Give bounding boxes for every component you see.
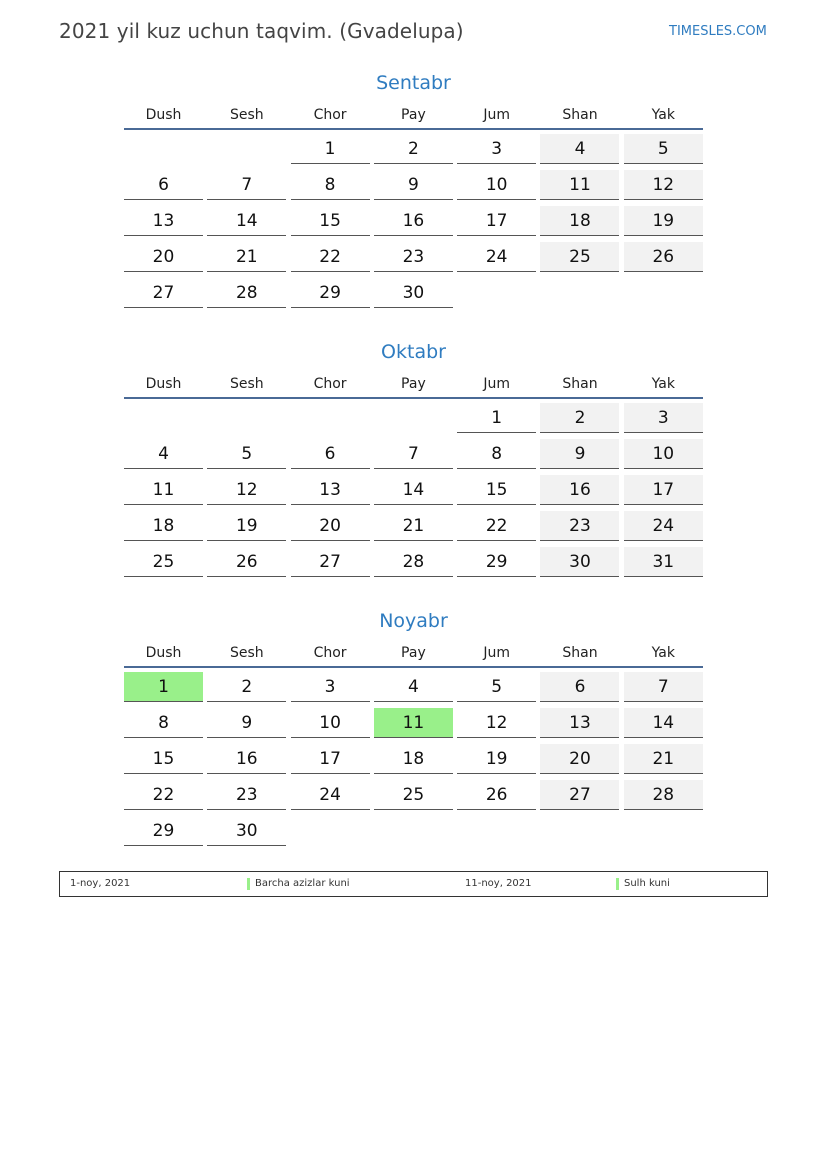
day-cell: 3 xyxy=(624,403,703,433)
weekday-label: Dush xyxy=(145,645,182,661)
empty-cell xyxy=(207,403,286,433)
day-cell: 26 xyxy=(207,547,286,577)
day-cell: 24 xyxy=(457,242,536,272)
weekday-label: Yak xyxy=(651,645,675,661)
month-october xyxy=(124,340,703,583)
day-cell: 20 xyxy=(540,744,619,774)
weekday-header xyxy=(124,375,703,399)
day-cell: 29 xyxy=(457,547,536,577)
day-cell: 2 xyxy=(207,672,286,702)
day-cell: 16 xyxy=(540,475,619,505)
day-cell: 10 xyxy=(624,439,703,469)
day-cell: 4 xyxy=(540,134,619,164)
weekday-label: Sesh xyxy=(229,645,264,661)
day-cell: 28 xyxy=(374,547,453,577)
day-cell: 20 xyxy=(291,511,370,541)
weekday-label: Shan xyxy=(562,376,598,392)
legend-date: 1-noy, 2021 xyxy=(70,878,131,889)
weekday-label: Jum xyxy=(483,107,510,123)
day-cell: 6 xyxy=(540,672,619,702)
holiday-day-cell: 1 xyxy=(124,672,203,702)
day-cell: 15 xyxy=(124,744,203,774)
holiday-color-swatch xyxy=(616,878,619,890)
empty-cell xyxy=(540,816,619,846)
day-cell: 14 xyxy=(207,206,286,236)
weekday-label: Dush xyxy=(145,107,182,123)
day-cell: 3 xyxy=(291,672,370,702)
day-cell: 4 xyxy=(374,672,453,702)
day-cell: 18 xyxy=(124,511,203,541)
day-cell: 23 xyxy=(374,242,453,272)
day-cell: 22 xyxy=(124,780,203,810)
legend-holiday-name: Barcha azizlar kuni xyxy=(255,878,350,889)
weekday-label: Pay xyxy=(401,645,426,661)
holiday-color-swatch xyxy=(247,878,250,890)
day-cell: 7 xyxy=(374,439,453,469)
empty-cell xyxy=(374,403,453,433)
month-september xyxy=(124,71,703,314)
day-cell: 16 xyxy=(207,744,286,774)
weekday-label: Jum xyxy=(483,376,510,392)
empty-cell xyxy=(624,278,703,308)
day-cell: 13 xyxy=(291,475,370,505)
day-cell: 3 xyxy=(457,134,536,164)
empty-cell xyxy=(207,134,286,164)
weekday-label: Chor xyxy=(313,107,347,123)
day-cell: 20 xyxy=(124,242,203,272)
weekday-label: Jum xyxy=(483,645,510,661)
day-cell: 9 xyxy=(374,170,453,200)
weekday-label: Chor xyxy=(313,376,347,392)
empty-cell xyxy=(291,403,370,433)
weekday-label: Dush xyxy=(145,376,182,392)
day-cell: 23 xyxy=(207,780,286,810)
day-cell: 9 xyxy=(540,439,619,469)
day-cell: 25 xyxy=(540,242,619,272)
empty-cell xyxy=(457,816,536,846)
day-cell: 27 xyxy=(291,547,370,577)
day-cell: 17 xyxy=(457,206,536,236)
day-cell: 8 xyxy=(457,439,536,469)
day-cell: 10 xyxy=(291,708,370,738)
day-cell: 19 xyxy=(457,744,536,774)
day-cell: 18 xyxy=(540,206,619,236)
day-cell: 6 xyxy=(124,170,203,200)
day-cell: 16 xyxy=(374,206,453,236)
day-cell: 5 xyxy=(624,134,703,164)
day-cell: 15 xyxy=(457,475,536,505)
month-november xyxy=(124,609,703,852)
day-cell: 21 xyxy=(207,242,286,272)
day-cell: 8 xyxy=(124,708,203,738)
day-cell: 22 xyxy=(457,511,536,541)
empty-cell xyxy=(457,278,536,308)
day-cell: 24 xyxy=(624,511,703,541)
day-cell: 24 xyxy=(291,780,370,810)
weekday-label: Chor xyxy=(313,645,347,661)
day-cell: 17 xyxy=(291,744,370,774)
day-cell: 21 xyxy=(374,511,453,541)
weekday-label: Sesh xyxy=(229,107,264,123)
month-title: Oktabr xyxy=(381,341,446,363)
day-cell: 23 xyxy=(540,511,619,541)
empty-cell xyxy=(624,816,703,846)
weekday-label: Yak xyxy=(651,376,675,392)
weekday-label: Shan xyxy=(562,107,598,123)
day-cell: 14 xyxy=(374,475,453,505)
weekday-label: Yak xyxy=(651,107,675,123)
empty-cell xyxy=(124,134,203,164)
day-cell: 12 xyxy=(457,708,536,738)
day-cell: 7 xyxy=(624,672,703,702)
day-cell: 12 xyxy=(624,170,703,200)
weekday-label: Pay xyxy=(401,107,426,123)
day-cell: 25 xyxy=(124,547,203,577)
day-cell: 28 xyxy=(207,278,286,308)
day-cell: 5 xyxy=(457,672,536,702)
empty-cell xyxy=(540,278,619,308)
day-cell: 8 xyxy=(291,170,370,200)
day-cell: 19 xyxy=(624,206,703,236)
day-grid xyxy=(124,134,703,314)
day-cell: 12 xyxy=(207,475,286,505)
weekday-label: Pay xyxy=(401,376,426,392)
weekday-header xyxy=(124,644,703,668)
day-cell: 11 xyxy=(540,170,619,200)
day-cell: 2 xyxy=(540,403,619,433)
empty-cell xyxy=(124,403,203,433)
day-cell: 4 xyxy=(124,439,203,469)
day-cell: 5 xyxy=(207,439,286,469)
legend-date: 11-noy, 2021 xyxy=(465,878,532,889)
day-cell: 9 xyxy=(207,708,286,738)
month-title: Noyabr xyxy=(379,610,448,632)
day-cell: 22 xyxy=(291,242,370,272)
day-cell: 29 xyxy=(124,816,203,846)
day-cell: 11 xyxy=(124,475,203,505)
day-cell: 6 xyxy=(291,439,370,469)
empty-cell xyxy=(374,816,453,846)
day-cell: 27 xyxy=(124,278,203,308)
day-cell: 26 xyxy=(457,780,536,810)
day-cell: 13 xyxy=(124,206,203,236)
day-cell: 27 xyxy=(540,780,619,810)
day-cell: 31 xyxy=(624,547,703,577)
site-link[interactable]: TIMESLES.COM xyxy=(669,24,767,39)
day-grid xyxy=(124,403,703,583)
day-cell: 15 xyxy=(291,206,370,236)
page-title: 2021 yil kuz uchun taqvim. (Gvadelupa) xyxy=(59,19,464,43)
day-cell: 25 xyxy=(374,780,453,810)
day-cell: 1 xyxy=(291,134,370,164)
empty-cell xyxy=(291,816,370,846)
day-cell: 13 xyxy=(540,708,619,738)
month-title: Sentabr xyxy=(376,72,451,94)
day-cell: 30 xyxy=(540,547,619,577)
day-cell: 30 xyxy=(374,278,453,308)
day-cell: 29 xyxy=(291,278,370,308)
day-cell: 26 xyxy=(624,242,703,272)
weekday-header xyxy=(124,106,703,130)
weekday-label: Sesh xyxy=(229,376,264,392)
day-cell: 17 xyxy=(624,475,703,505)
legend-holiday-name: Sulh kuni xyxy=(624,878,670,889)
day-grid xyxy=(124,672,703,852)
holiday-day-cell: 11 xyxy=(374,708,453,738)
day-cell: 30 xyxy=(207,816,286,846)
day-cell: 19 xyxy=(207,511,286,541)
day-cell: 10 xyxy=(457,170,536,200)
day-cell: 7 xyxy=(207,170,286,200)
day-cell: 1 xyxy=(457,403,536,433)
day-cell: 21 xyxy=(624,744,703,774)
day-cell: 14 xyxy=(624,708,703,738)
day-cell: 18 xyxy=(374,744,453,774)
holiday-legend xyxy=(59,871,768,897)
weekday-label: Shan xyxy=(562,645,598,661)
day-cell: 2 xyxy=(374,134,453,164)
day-cell: 28 xyxy=(624,780,703,810)
